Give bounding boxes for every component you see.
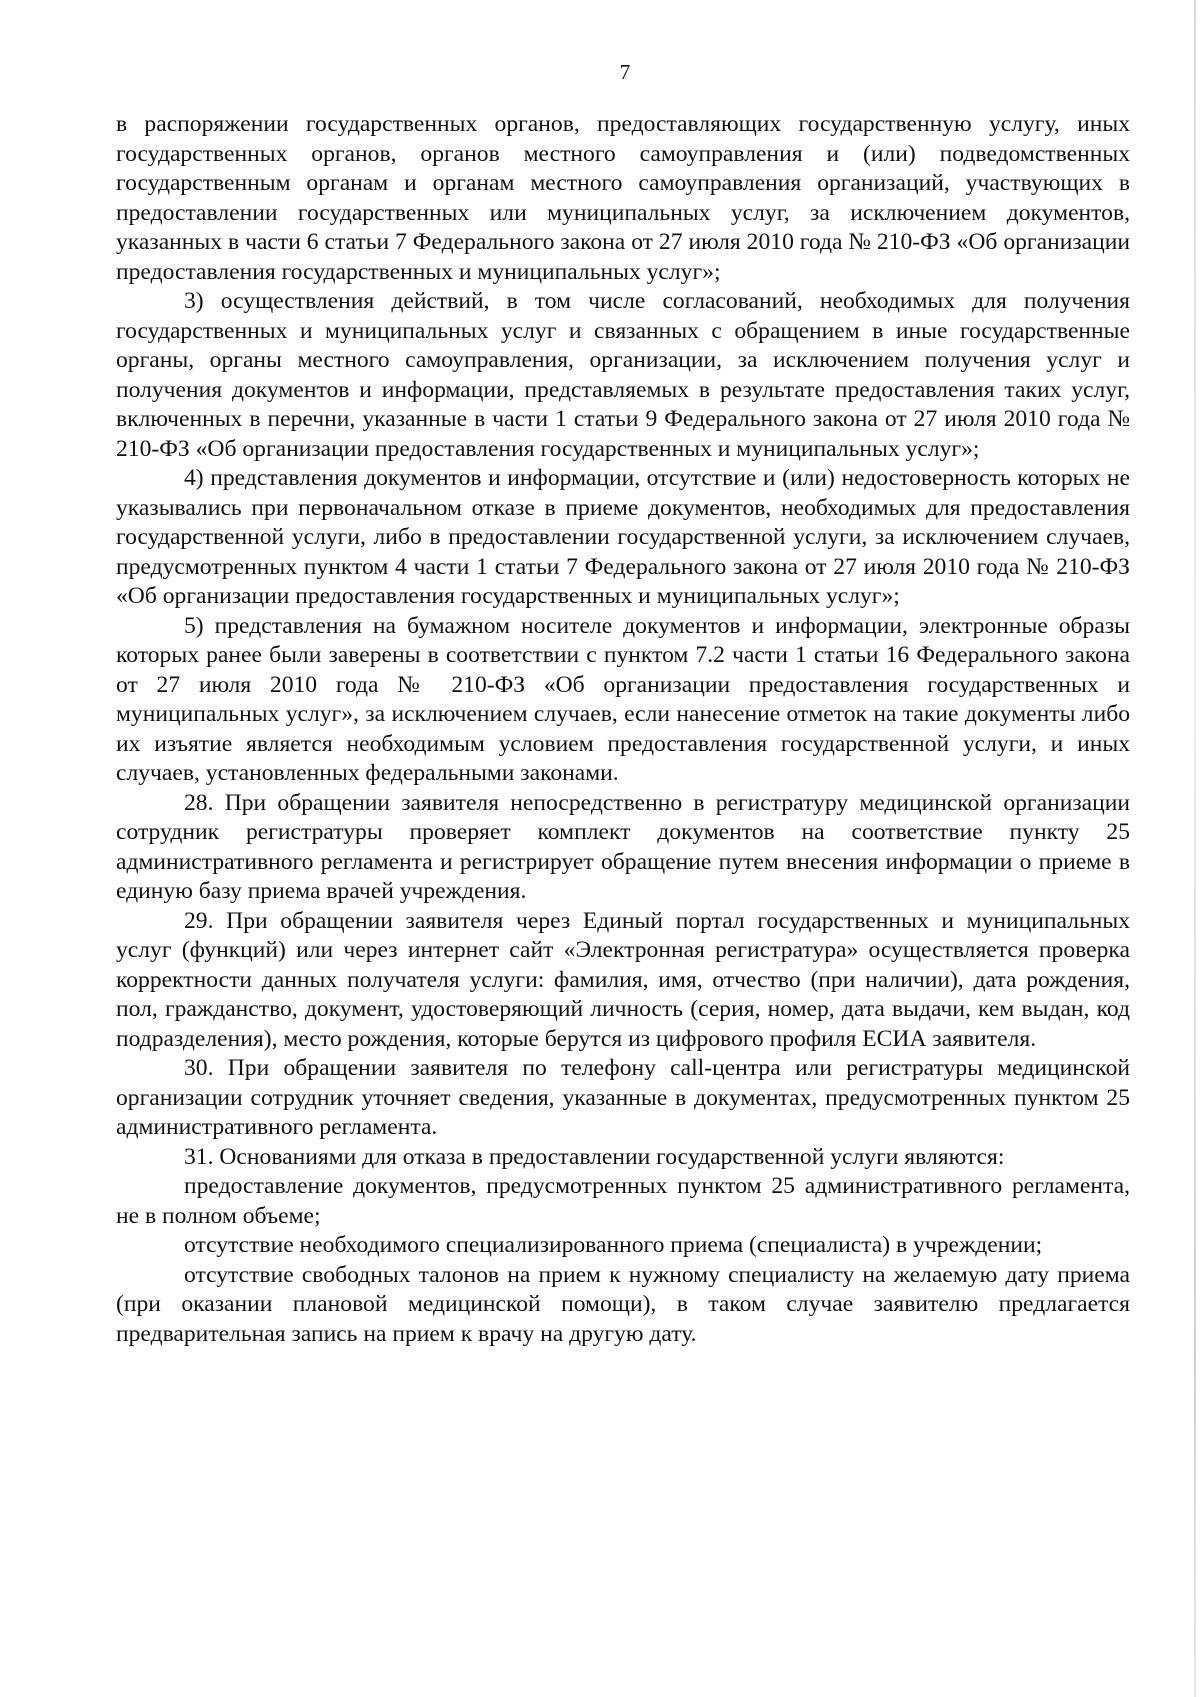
paragraph-continuation: в распоряжении государственных органов, предоставляющих государственную услугу, иных государственных органов, органов местного самоуправления и (или) подведомственных государственным органам и органам местного самоуправления организаций, участвующих в предоставлении государственных или муниципальных услуг, за исключением документов, указанных в части 6 статьи 7 Федерального закона от 27 июля 2010 года № 210-ФЗ «Об организации предоставления государственных и муниципальных услуг»; [116,111,1130,285]
refusal-reason-no-free-slots: отсутствие свободных талонов на прием к нужному специалисту на желаемую дату приема (при оказании плановой медицинской помощи), в таком случае заявителю предлагается предварительная запись на прием к врачу на другую дату. [116,1261,1130,1347]
paragraph-item-5: 5) представления на бумажном носителе документов и информации, электронные образы которых ранее были заверены в соответствии с пунктом 7.2 части 1 статьи 16 Федерального закона от 27 июля 2010 года № 210-ФЗ «Об организации предоставления государственных и муниципальных услуг», за исключением случаев, если нанесение отметок на такие документы либо их изъятие является необходимым условием предоставления государственной услуги, и иных случаев, установленных федеральными законами. [116,612,1130,786]
refusal-reason-incomplete-documents: предоставление документов, предусмотренных пунктом 25 административного регламента, не в полном объеме; [116,1173,1130,1229]
paragraph-29: 29. При обращении заявителя через Единый портал государственных и муниципальных услуг (функций) или через интернет сайт «Электронная регистратура» осуществляется проверка корректности данных получателя услуги: фамилия, имя, отчество (при наличии), дата рождения, пол, гражданство, документ, удостоверяющий личность (серия, номер, дата выдачи, кем выдан, код подразделения), место рождения, которые берутся из цифрового профиля ЕСИА заявителя. [116,907,1130,1052]
paragraph-28: 28. При обращении заявителя непосредственно в регистратуру медицинской организации сотрудник регистратуры проверяет комплект документов на соответствие пункту 25 административного регламента и регистрирует обращение путем внесения информации о приеме в единую базу приема врачей учреждения. [116,789,1130,904]
paragraph-31: 31. Основаниями для отказа в предоставлении государственной услуги являются: [184,1143,1005,1170]
scan-edge [1194,0,1196,1697]
paragraph-item-4: 4) представления документов и информации, отсутствие и (или) недостоверность которых не указывались при первоначальном отказе в приеме документов, необходимых для предоставления государственной услуги, либо в предоставлении государственной услуги, за исключением случаев, предусмотренных пунктом 4 части 1 статьи 7 Федерального закона от 27 июля 2010 года № 210-ФЗ «Об организации предоставления государственных и муниципальных услуг»; [116,465,1130,609]
paragraph-30: 30. При обращении заявителя по телефону call-центра или регистратуры медицинской организации сотрудник уточняет сведения, указанные в документах, предусмотренных пунктом 25 административного регламента. [116,1055,1130,1140]
paragraph-item-3: 3) осуществления действий, в том числе согласований, необходимых для получения государственных и муниципальных услуг и связанных с обращением в иные государственные органы, органы местного самоуправления, организации, за исключением получения услуг и получения документов и информации, представляемых в результате предоставления таких услуг, включенных в перечни, указанные в части 1 статьи 9 Федерального закона от 27 июля 2010 года № 210-ФЗ «Об организации предоставления государственных и муниципальных услуг»; [116,288,1130,462]
refusal-reason-no-specialist: отсутствие необходимого специализированного приема (специалиста) в учреждении; [184,1232,1043,1258]
document-body [116,110,1130,1349]
page-number: 7 [619,60,631,84]
